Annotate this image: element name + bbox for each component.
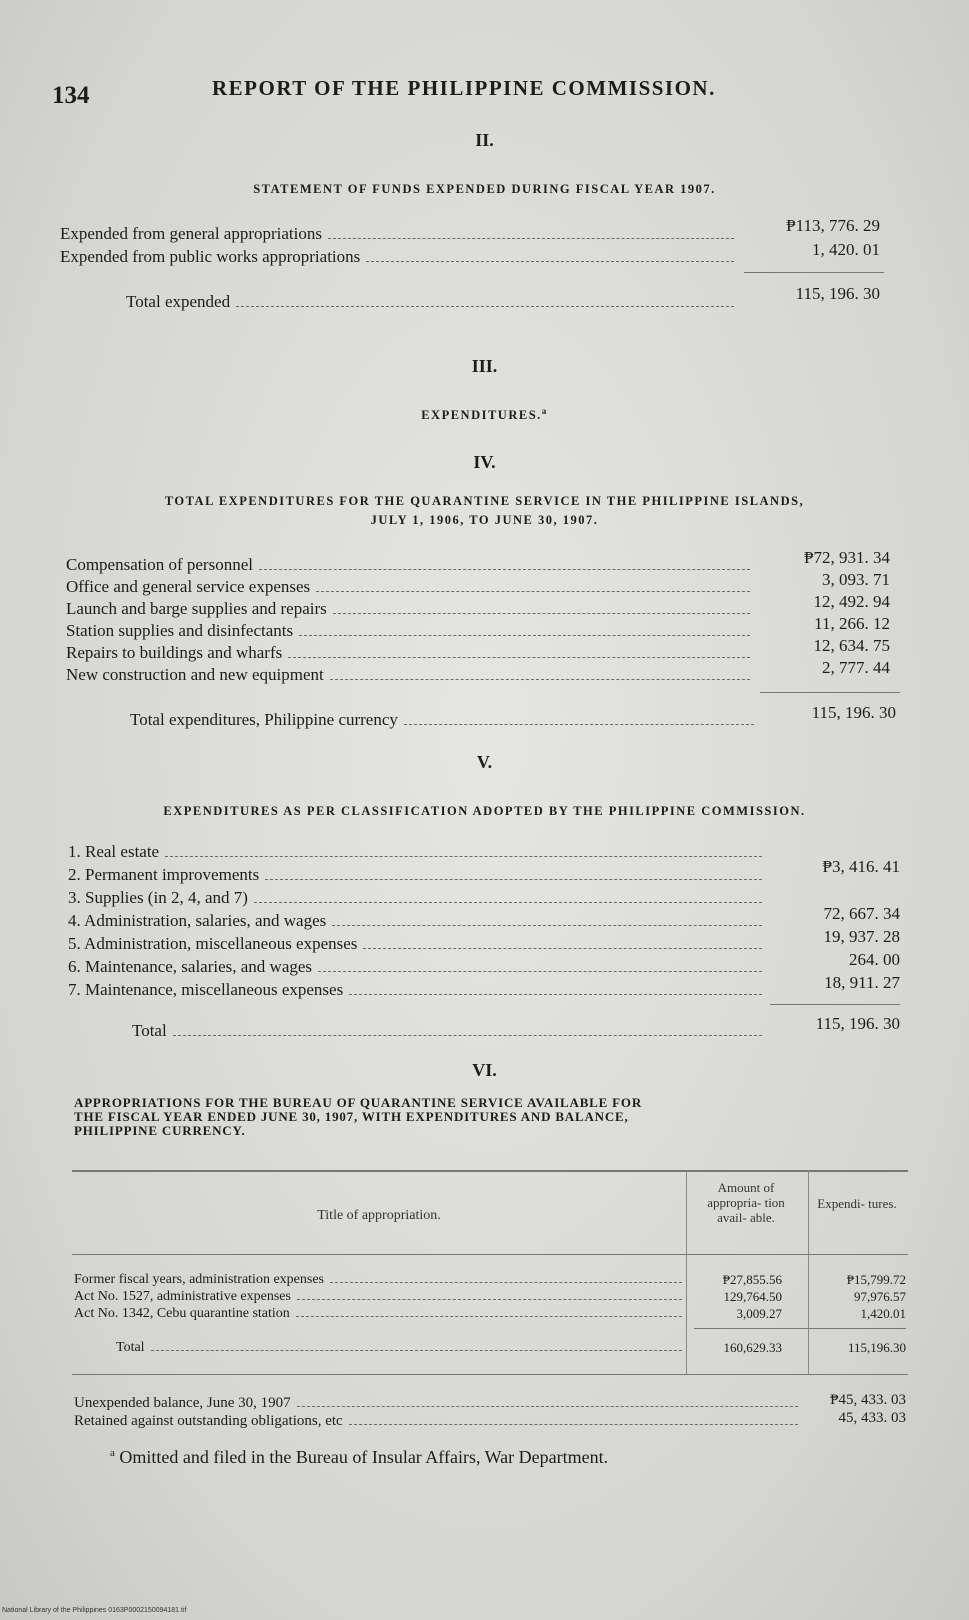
s4-row-5-label: Repairs to buildings and wharfs <box>66 643 283 662</box>
s5-row-1-label: 1. Real estate <box>68 842 160 861</box>
section-6-heading-1: APPROPRIATIONS FOR THE BUREAU OF QUARANTINE SERVICE AVAILABLE FOR <box>74 1095 643 1110</box>
s6-bal-row-2-label: Retained against outstanding obligations, etc <box>74 1413 343 1429</box>
s4-row-5 <box>66 643 756 663</box>
footnote-mark: a <box>110 1447 115 1459</box>
footnote <box>110 1447 608 1468</box>
s4-row-3-amount: 12, 492. 94 <box>813 592 890 611</box>
s6-bal-row-2-amount: 45, 433. 03 <box>838 1410 906 1426</box>
s4-row-1-label: Compensation of personnel <box>66 555 253 574</box>
section-6-numeral: VI. <box>472 1060 497 1080</box>
s6-total-exp: 115,196.30 <box>847 1340 906 1355</box>
section-5-numeral: V. <box>476 752 493 772</box>
s6-row-2-exp: 97,976.57 <box>854 1289 906 1304</box>
page-number: 134 <box>52 82 90 109</box>
s5-row-5-amount: 19, 937. 28 <box>823 927 900 946</box>
page-title: REPORT OF THE PHILIPPINE COMMISSION. <box>212 76 716 100</box>
s2-row-1-label: Expended from general appropriations <box>60 224 322 243</box>
s5-row-2-amount: ₱3, 416. 41 <box>822 857 900 876</box>
s6-row-3 <box>74 1306 688 1322</box>
s6-table-top-rule <box>72 1170 908 1172</box>
s2-total-rule <box>744 272 884 273</box>
s2-row-2-amount: 1, 420. 01 <box>812 240 880 259</box>
s6-total-label: Total <box>116 1340 145 1355</box>
scan-source-label: National Library of the Philippines 0163P0002150094181.tif <box>2 1607 187 1614</box>
s6-row-3-amount: 3,009.27 <box>736 1306 782 1321</box>
s4-row-5-amount: 12, 634. 75 <box>813 636 890 655</box>
s5-row-6-amount: 264. 00 <box>849 950 900 969</box>
s4-row-1-amount: ₱72, 931. 34 <box>804 548 890 567</box>
section-6-heading-2: THE FISCAL YEAR ENDED JUNE 30, 1907, WITH EXPENDITURES AND BALANCE, <box>74 1109 629 1124</box>
s6-col-title-header: Title of appropriation. <box>317 1208 441 1223</box>
s4-row-1 <box>66 555 756 575</box>
s5-row-2 <box>68 865 768 885</box>
s6-bal-row-1-amount: ₱45, 433. 03 <box>830 1392 906 1408</box>
s6-row-3-title: Act No. 1342, Cebu quarantine station <box>74 1306 290 1321</box>
s4-row-6-amount: 2, 777. 44 <box>822 658 890 677</box>
s2-row-1 <box>60 224 740 244</box>
s6-row-3-exp: 1,420.01 <box>860 1306 906 1321</box>
s4-row-2 <box>66 577 756 597</box>
s4-total-row <box>130 710 760 730</box>
s5-row-2-label: 2. Permanent improvements <box>68 865 260 884</box>
s6-row-1-title: Former fiscal years, administration expenses <box>74 1272 324 1287</box>
section-2-heading: STATEMENT OF FUNDS EXPENDED DURING FISCAL YEAR 1907. <box>253 182 716 196</box>
s6-col-exp-header: Expendi- tures. <box>817 1196 897 1211</box>
s4-row-4 <box>66 621 756 641</box>
s6-row-2 <box>74 1289 688 1305</box>
s5-row-3-label: 3. Supplies (in 2, 4, and 7) <box>68 888 248 907</box>
s6-table-bottom-rule <box>72 1374 908 1375</box>
section-5-heading: EXPENDITURES AS PER CLASSIFICATION ADOPTED BY THE PHILIPPINE COMMISSION. <box>163 804 806 818</box>
s5-total-row <box>132 1021 768 1041</box>
s6-header-rule <box>72 1254 908 1255</box>
s6-bal-row-1 <box>74 1395 804 1412</box>
s5-total-amount: 115, 196. 30 <box>815 1014 900 1033</box>
s5-row-5-label: 5. Administration, miscellaneous expenses <box>68 934 358 953</box>
s4-row-3 <box>66 599 756 619</box>
s2-total-row <box>126 292 740 312</box>
s6-row-1-exp: ₱15,799.72 <box>846 1272 906 1287</box>
s6-total-row <box>116 1340 688 1356</box>
s5-row-4 <box>68 911 768 931</box>
s5-row-6 <box>68 957 768 977</box>
s5-row-4-amount: 72, 667. 34 <box>823 904 900 923</box>
s4-row-3-label: Launch and barge supplies and repairs <box>66 599 327 618</box>
s5-row-6-label: 6. Maintenance, salaries, and wages <box>68 957 313 976</box>
s6-row-1-amount: ₱27,855.56 <box>722 1272 782 1287</box>
s4-total-rule <box>760 692 900 693</box>
section-2-numeral: II. <box>475 130 494 150</box>
s5-total-label: Total <box>132 1021 167 1040</box>
section-4-heading-2: JULY 1, 1906, TO JUNE 30, 1907. <box>370 513 599 527</box>
s6-row-2-title: Act No. 1527, administrative expenses <box>74 1289 291 1304</box>
s2-row-2 <box>60 247 740 267</box>
s4-row-4-label: Station supplies and disinfectants <box>66 621 294 640</box>
s5-row-7-amount: 18, 911. 27 <box>824 973 900 992</box>
section-6-heading <box>74 1096 642 1138</box>
s6-total-rule <box>694 1328 906 1329</box>
section-3-heading <box>0 406 969 423</box>
s5-row-7-label: 7. Maintenance, miscellaneous expenses <box>68 980 344 999</box>
footnote-text: Omitted and filed in the Bureau of Insular Affairs, War Department. <box>119 1447 609 1467</box>
section-3-note-mark: a <box>541 406 548 416</box>
s6-bal-row-1-label: Unexpended balance, June 30, 1907 <box>74 1395 291 1411</box>
s2-row-2-label: Expended from public works appropriations <box>60 247 361 266</box>
s5-total-rule <box>770 1004 900 1005</box>
s4-row-6-label: New construction and new equipment <box>66 665 324 684</box>
s5-row-5 <box>68 934 768 954</box>
section-4-numeral: IV. <box>473 452 496 472</box>
s5-row-7 <box>68 980 768 1000</box>
s2-total-label: Total expended <box>126 292 231 311</box>
s2-row-1-amount: ₱113, 776. 29 <box>786 216 880 235</box>
s5-row-4-label: 4. Administration, salaries, and wages <box>68 911 327 930</box>
s6-total-amount: 160,629.33 <box>723 1340 782 1355</box>
s2-total-amount: 115, 196. 30 <box>795 284 880 303</box>
s6-col-amount-header: Amount of appropria- tion avail- able. <box>707 1180 785 1225</box>
section-4-heading-1: TOTAL EXPENDITURES FOR THE QUARANTINE SERVICE IN THE PHILIPPINE ISLANDS, <box>164 494 805 508</box>
s5-row-1 <box>68 842 768 862</box>
s4-row-6 <box>66 665 756 685</box>
s4-total-amount: 115, 196. 30 <box>811 703 896 722</box>
s4-row-2-label: Office and general service expenses <box>66 577 311 596</box>
section-6-heading-3: PHILIPPINE CURRENCY. <box>74 1123 246 1138</box>
s4-row-2-amount: 3, 093. 71 <box>822 570 890 589</box>
section-3-numeral: III. <box>471 356 498 376</box>
s4-total-label: Total expenditures, Philippine currency <box>130 710 398 729</box>
s6-row-1 <box>74 1272 688 1288</box>
section-3-heading-text: EXPENDITURES. <box>421 408 542 423</box>
s5-row-3 <box>68 888 768 908</box>
s4-row-4-amount: 11, 266. 12 <box>814 614 890 633</box>
s6-bal-row-2 <box>74 1413 804 1430</box>
s6-row-2-amount: 129,764.50 <box>723 1289 782 1304</box>
